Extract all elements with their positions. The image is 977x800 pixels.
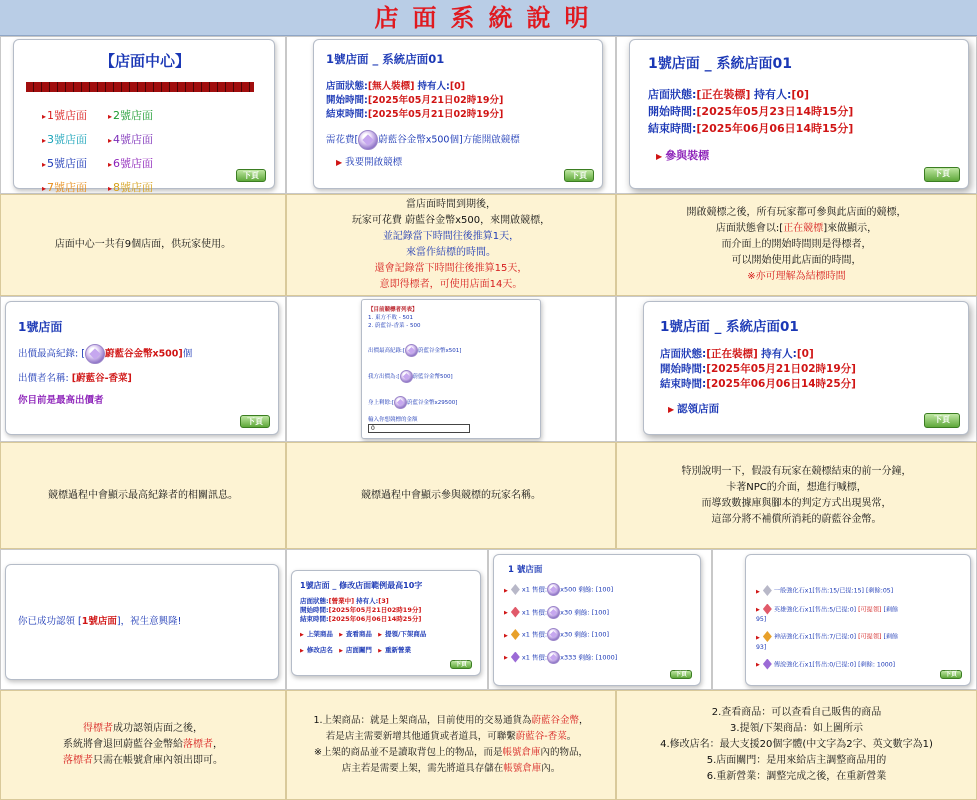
open-bid-link[interactable]	[336, 156, 520, 170]
start-value: [2025年05月21日02時19分]	[328, 606, 422, 614]
description-4	[0, 442, 286, 549]
description-text: 競標過程中會顯示最高紀錄者的相關訊息。	[48, 489, 238, 501]
claimed-window	[5, 564, 279, 680]
description-2	[286, 194, 616, 296]
item-row[interactable]	[504, 628, 617, 642]
item-list	[756, 585, 966, 677]
arrow-icon: ▶	[756, 662, 760, 668]
holder-label: 持有人:	[753, 88, 792, 101]
arrow-icon: ▶	[756, 634, 760, 641]
holder-value: [3]	[378, 597, 389, 605]
desc-text: ，	[213, 739, 223, 750]
menu-close-store[interactable]	[339, 646, 372, 654]
store-link-4[interactable]: ▸ 4號店面	[108, 128, 174, 152]
gem-icon	[511, 652, 520, 663]
gem-icon	[511, 629, 520, 640]
holder-label: 持有人:	[356, 597, 379, 605]
arrow-icon: ▶	[504, 610, 508, 616]
gem-icon	[763, 631, 772, 642]
bid-item: 蔚藍谷金幣x500]	[104, 348, 183, 360]
end-label: 結束時間:	[300, 615, 329, 623]
desc-highlight: 落標者	[183, 739, 213, 750]
claim-store-label: 認領店面	[677, 403, 720, 415]
gem-icon	[763, 604, 772, 615]
desc-line: 卡著NPC的介面，想進行喊標，	[726, 481, 867, 493]
arrow-icon: ▶	[300, 632, 304, 638]
desc-line: 並記錄當下時間往後推算1天，	[382, 231, 520, 242]
price-label: 售價:	[531, 585, 548, 594]
menu-label: 上架商品	[306, 630, 333, 638]
bid-input-label: 輸入你想競標的金額	[368, 417, 418, 423]
item-price: x500	[560, 585, 577, 594]
store-link-1[interactable]: ▸ 1號店面	[42, 104, 108, 128]
item-summary: 傳說強化石x1[售出:0/已提:0]	[773, 661, 857, 668]
bidder-value: [蔚藍谷-香菜]	[71, 373, 132, 384]
item-qty: x1	[521, 653, 530, 661]
item-status: [可提領]	[858, 633, 882, 641]
arrow-icon: ▶	[504, 587, 508, 594]
desc-text: 內。	[541, 763, 561, 774]
end-value: [2025年06月06日14時25分]	[706, 378, 856, 390]
item-remaining-count: 93]	[756, 643, 767, 651]
gold-coin-icon	[405, 344, 418, 357]
item-remaining: 剩餘: [100]	[578, 585, 614, 594]
desc-line: 4.修改店名：最大支援20個字體(中文字為2字、英文數字為1)	[660, 739, 933, 750]
withdraw-row[interactable]	[756, 631, 966, 652]
desc-line: 3.提領/下架商品：如上圖所示	[730, 723, 863, 734]
desc-highlight: 蔚藍谷金幣	[531, 715, 580, 726]
description-1	[0, 194, 286, 296]
description-3	[616, 194, 977, 296]
view-items-window	[493, 554, 701, 686]
description-8	[286, 690, 616, 800]
arrow-icon: ▶	[378, 648, 382, 654]
menu-rename[interactable]	[300, 646, 333, 654]
desc-text: 若是店主需要新增其他通貨或者道具，可聯繫	[325, 731, 516, 742]
arrow-icon: ▶	[336, 158, 343, 167]
gold-coin-icon	[358, 130, 378, 150]
desc-text: 店主若是需要上架，需先將道具存儲在	[341, 763, 504, 774]
store-window-bidding	[629, 39, 969, 189]
start-label: 開始時間:	[660, 363, 707, 375]
screenshot-store-manage	[286, 549, 488, 690]
screenshot-store-empty	[286, 36, 616, 194]
bid-label: 出價最高紀錄: [	[18, 348, 85, 360]
item-price: x333	[560, 653, 577, 661]
holder-label: 持有人:	[417, 81, 450, 92]
next-page-button[interactable]: 下頁	[670, 670, 692, 679]
bidder-list-header: 【目前競標者列表】	[368, 307, 418, 313]
store-link-6[interactable]: ▸ 6號店面	[108, 152, 174, 176]
desc-text: 店面狀態會以:[	[715, 223, 784, 234]
desc-line: 意即得標者，可使用店面14天。	[379, 279, 523, 290]
bidder-row: 2. 蔚藍谷-香菜 - 500	[368, 323, 421, 329]
page-title: 店面系統說明	[374, 3, 603, 32]
desc-line: 當店面時間到期後，	[406, 199, 496, 210]
status-value: [無人裝標]	[367, 81, 415, 92]
menu-upload[interactable]	[300, 630, 333, 638]
store-link-5[interactable]: ▸ 5號店面	[42, 152, 108, 176]
screenshot-highest-bid	[0, 296, 286, 442]
highest-bidder-note: 你目前是最高出價者	[18, 395, 104, 406]
menu-view[interactable]	[339, 630, 372, 638]
status-label: 店面狀態:	[326, 81, 368, 92]
menu-label: 查看商品	[345, 630, 372, 638]
withdraw-row[interactable]	[756, 604, 966, 625]
desc-text: 只需在帳號倉庫內領出即可。	[93, 755, 223, 766]
arrow-icon: ▶	[339, 648, 343, 654]
my-bid-value: 蔚藍谷金幣500]	[412, 374, 453, 380]
holder-value: [0]	[449, 81, 466, 92]
claimed-suffix: ]，祝生意興隆!	[116, 616, 182, 627]
item-qty: x1	[521, 608, 530, 616]
desc-line: 開啟競標之後，所有玩家都可參與此店面的競標，	[686, 207, 907, 218]
desc-line: 來當作結標的時間。	[406, 247, 496, 258]
desc-line: 2.查看商品：可以查看自己販售的商品	[711, 707, 882, 718]
withdraw-items-window	[745, 554, 971, 686]
item-status: [可提領]	[858, 606, 882, 613]
store-manage-window	[291, 570, 481, 676]
highest-bid-window	[5, 301, 279, 435]
store-window-empty	[313, 39, 603, 189]
start-value: [2025年05月23日14時15分]	[696, 105, 854, 118]
claimed-prefix: 你已成功認領 [	[18, 616, 82, 627]
gold-coin-icon	[547, 583, 560, 596]
cost-prefix: 需花費[	[326, 134, 359, 146]
desc-text: ，	[579, 715, 589, 726]
item-summary: 神話強化石x1[售出:7/已提:0]	[773, 633, 857, 641]
item-status: [剩餘: 1000]	[858, 661, 896, 668]
start-value: [2025年05月21日02時19分]	[367, 95, 504, 106]
arrow-icon: ▶	[756, 588, 760, 595]
store-title: 1號店面	[18, 320, 63, 334]
end-value: [2025年06月06日14時15分]	[696, 122, 854, 135]
item-remaining: [剩餘	[883, 606, 899, 613]
gold-coin-icon	[400, 370, 413, 383]
item-remaining: [剩餘	[883, 633, 899, 641]
join-bid-link[interactable]	[656, 147, 853, 165]
balance-label: 身上剩餘:[	[368, 400, 394, 406]
desc-line: 而導致數據庫與腳本的判定方式出現異常，	[701, 497, 892, 509]
status-label: 店面狀態:	[300, 597, 329, 605]
description-6	[616, 442, 977, 549]
desc-line: 玩家可花費 蔚藍谷金幣x500，來開啟競標，	[351, 215, 551, 226]
menu-label: 店面關門	[345, 646, 372, 654]
desc-line: 特別說明一下，假設有玩家在競標結束的前一分鐘，	[681, 465, 912, 477]
desc-highlight: 得標者	[83, 723, 113, 734]
description-7	[0, 690, 286, 800]
claimed-store: 1號店面	[81, 616, 117, 627]
withdraw-row[interactable]	[756, 659, 966, 671]
desc-line: 5.店面關門：是用來給店主調整商品用的	[706, 755, 887, 766]
gold-coin-icon	[547, 606, 560, 619]
next-page-button[interactable]: 下頁	[564, 169, 594, 182]
page-banner	[0, 0, 977, 36]
start-label: 開始時間:	[648, 105, 697, 118]
menu-withdraw[interactable]	[378, 630, 426, 638]
desc-text: ※上架的商品並不是讀取背包上的物品，而是	[313, 747, 503, 758]
next-page-button[interactable]: 下頁	[924, 167, 960, 182]
open-bid-label: 我要開啟競標	[345, 157, 403, 168]
item-row[interactable]	[504, 651, 617, 665]
desc-text: 1.上架商品：就是上架商品，目前使用的交易通貨為	[313, 715, 532, 726]
screenshot-view-items	[488, 549, 712, 690]
desc-line: 這部分將不補償所消耗的蔚藍谷金幣。	[711, 513, 882, 525]
start-value: [2025年05月21日02時19分]	[706, 363, 856, 375]
store-center-window	[13, 39, 275, 194]
my-bid-label: 我方出價為:[	[368, 374, 400, 380]
holder-value: [0]	[796, 348, 814, 360]
next-page-button[interactable]: 下頁	[236, 169, 266, 182]
gem-icon	[763, 585, 772, 596]
status-value: [營業中]	[328, 597, 355, 605]
desc-line: 還會記錄當下時間往後推算15天，	[374, 263, 528, 274]
desc-highlight: 帳號倉庫	[503, 763, 542, 774]
gold-coin-icon	[85, 344, 105, 364]
desc-highlight: 落標者	[63, 755, 93, 766]
arrow-icon: ▶	[668, 405, 675, 414]
desc-text: 成功認領店面之後，	[113, 723, 203, 734]
menu-label: 提領/下架商品	[384, 630, 427, 638]
desc-text: ]來做顯示，	[823, 223, 878, 234]
menu-label: 修改店名	[306, 646, 333, 654]
withdraw-row[interactable]	[756, 585, 966, 597]
bidder-list-window	[361, 299, 541, 439]
item-qty: x1	[521, 585, 530, 594]
next-page-button[interactable]: 下頁	[924, 413, 960, 428]
top-bid-label: 出價最高紀錄:[	[368, 348, 405, 354]
store-center-heading: 【店面中心】	[99, 52, 190, 70]
store-title: 1號店面 _ 系統店面01	[660, 319, 799, 335]
gold-coin-icon	[547, 628, 560, 641]
status-value: [正在裝標]	[706, 348, 758, 360]
next-page-button[interactable]: 下頁	[940, 670, 962, 679]
store-title: 1號店面 _ 系統店面01	[326, 52, 445, 66]
claim-store-link[interactable]	[668, 402, 856, 417]
item-row[interactable]	[504, 583, 617, 597]
end-label: 結束時間:	[648, 122, 697, 135]
desc-highlight: 正在競標	[783, 223, 824, 234]
store-link-2[interactable]: ▸ 2號店面	[108, 104, 174, 128]
item-remaining: 剩餘: [100]	[574, 630, 610, 639]
arrow-icon: ▶	[504, 655, 508, 661]
balance-value: 蔚藍谷金幣x29500]	[407, 400, 458, 406]
store-link-8[interactable]: ▸ 8號店面	[108, 176, 174, 200]
description-5	[286, 442, 616, 549]
screenshot-store-bidding	[616, 36, 977, 194]
store-link-3[interactable]: ▸ 3號店面	[42, 128, 108, 152]
top-bid-value: 蔚藍谷金幣x501]	[418, 348, 462, 354]
screenshot-bidder-list	[286, 296, 616, 442]
bid-amount-input[interactable]: 0	[368, 424, 470, 433]
item-qty: x1	[521, 630, 530, 639]
arrow-icon: ▶	[300, 648, 304, 654]
arrow-icon: ▶	[504, 632, 508, 639]
item-price: x30	[560, 608, 573, 616]
end-label: 結束時間:	[326, 109, 368, 120]
cost-suffix: 方能開啟競標	[462, 134, 520, 146]
desc-text: 。	[566, 731, 577, 742]
item-list	[504, 583, 617, 673]
desc-text: 系統將會退回蔚藍谷金幣給	[63, 739, 183, 750]
item-summary: 一般強化石x1[售出:15/已提:15]	[773, 587, 864, 595]
progress-bar-decor	[26, 82, 254, 92]
item-remaining-count: 95]	[756, 616, 767, 623]
desc-text: 內的物品，	[540, 747, 588, 758]
item-row[interactable]	[504, 606, 617, 620]
arrow-icon: ▶	[756, 607, 760, 613]
menu-reopen[interactable]	[378, 646, 411, 654]
holder-value: [0]	[791, 88, 810, 101]
item-remaining: 剩餘: [1000]	[578, 653, 618, 661]
status-label: 店面狀態:	[648, 88, 697, 101]
price-label: 售價:	[531, 653, 548, 661]
menu-label: 重新營業	[384, 646, 411, 654]
desc-line: ※亦可理解為結標時間	[747, 271, 846, 282]
desc-line: 而介面上的開始時間則是得標者，	[721, 239, 872, 250]
bidder-row: 1. 東方不敗 - 501	[368, 315, 413, 321]
claim-store-window	[643, 301, 969, 435]
gold-coin-icon	[394, 396, 407, 409]
holder-label: 持有人:	[761, 348, 797, 360]
gold-coin-icon	[547, 651, 560, 664]
desc-line: 6.重新營業：調整完成之後，在重新營業	[706, 771, 887, 782]
next-page-button[interactable]: 下頁	[240, 415, 270, 428]
gem-icon	[511, 607, 520, 618]
description-9	[616, 690, 977, 800]
bid-suffix: 個	[182, 348, 193, 360]
gem-icon	[511, 584, 520, 595]
arrow-icon: ▶	[378, 632, 382, 638]
end-label: 結束時間:	[660, 378, 707, 390]
item-remaining: 剩餘: [100]	[574, 608, 610, 616]
price-label: 售價:	[531, 630, 548, 639]
start-label: 開始時間:	[300, 606, 329, 614]
desc-highlight: 蔚藍谷-香菜	[515, 731, 567, 742]
screenshot-withdraw-items	[712, 549, 977, 690]
store-title: 1號店面 _ 修改店面範例最高10字	[300, 581, 423, 590]
price-label: 售價:	[531, 608, 548, 616]
next-page-button[interactable]: 下頁	[450, 660, 472, 669]
arrow-icon: ▶	[656, 152, 663, 161]
arrow-icon: ▶	[339, 632, 343, 638]
end-value: [2025年05月21日02時19分]	[367, 109, 504, 120]
start-label: 開始時間:	[326, 95, 368, 106]
end-value: [2025年06月06日14時25分]	[328, 615, 422, 623]
store-title: 1 號店面	[508, 565, 543, 575]
screenshot-store-center	[0, 36, 286, 194]
join-bid-label: 參與裝標	[665, 149, 710, 162]
description-text: 競標過程中會顯示參與競標的玩家名稱。	[361, 489, 541, 501]
description-text: 店面中心一共有9個店面，供玩家使用。	[54, 239, 232, 250]
desc-line: 可以開始使用此店面的時間，	[731, 255, 862, 266]
store-title: 1號店面 _ 系統店面01	[648, 56, 792, 72]
screenshot-claim-store	[616, 296, 977, 442]
status-label: 店面狀態:	[660, 348, 707, 360]
screenshot-claimed	[0, 549, 286, 690]
item-price: x30	[560, 630, 573, 639]
status-value: [正在裝標]	[696, 88, 751, 101]
item-summary: 英雄強化石x1[售出:5/已提:0]	[773, 606, 857, 613]
gem-icon	[763, 659, 772, 670]
store-link-7[interactable]: ▸ 7號店面	[42, 176, 108, 200]
cost-item: 蔚藍谷金幣x500個]	[378, 134, 463, 146]
bidder-label: 出價者名稱:	[18, 373, 69, 384]
desc-highlight: 帳號倉庫	[502, 747, 541, 758]
item-status: [剩餘:05]	[865, 587, 894, 595]
